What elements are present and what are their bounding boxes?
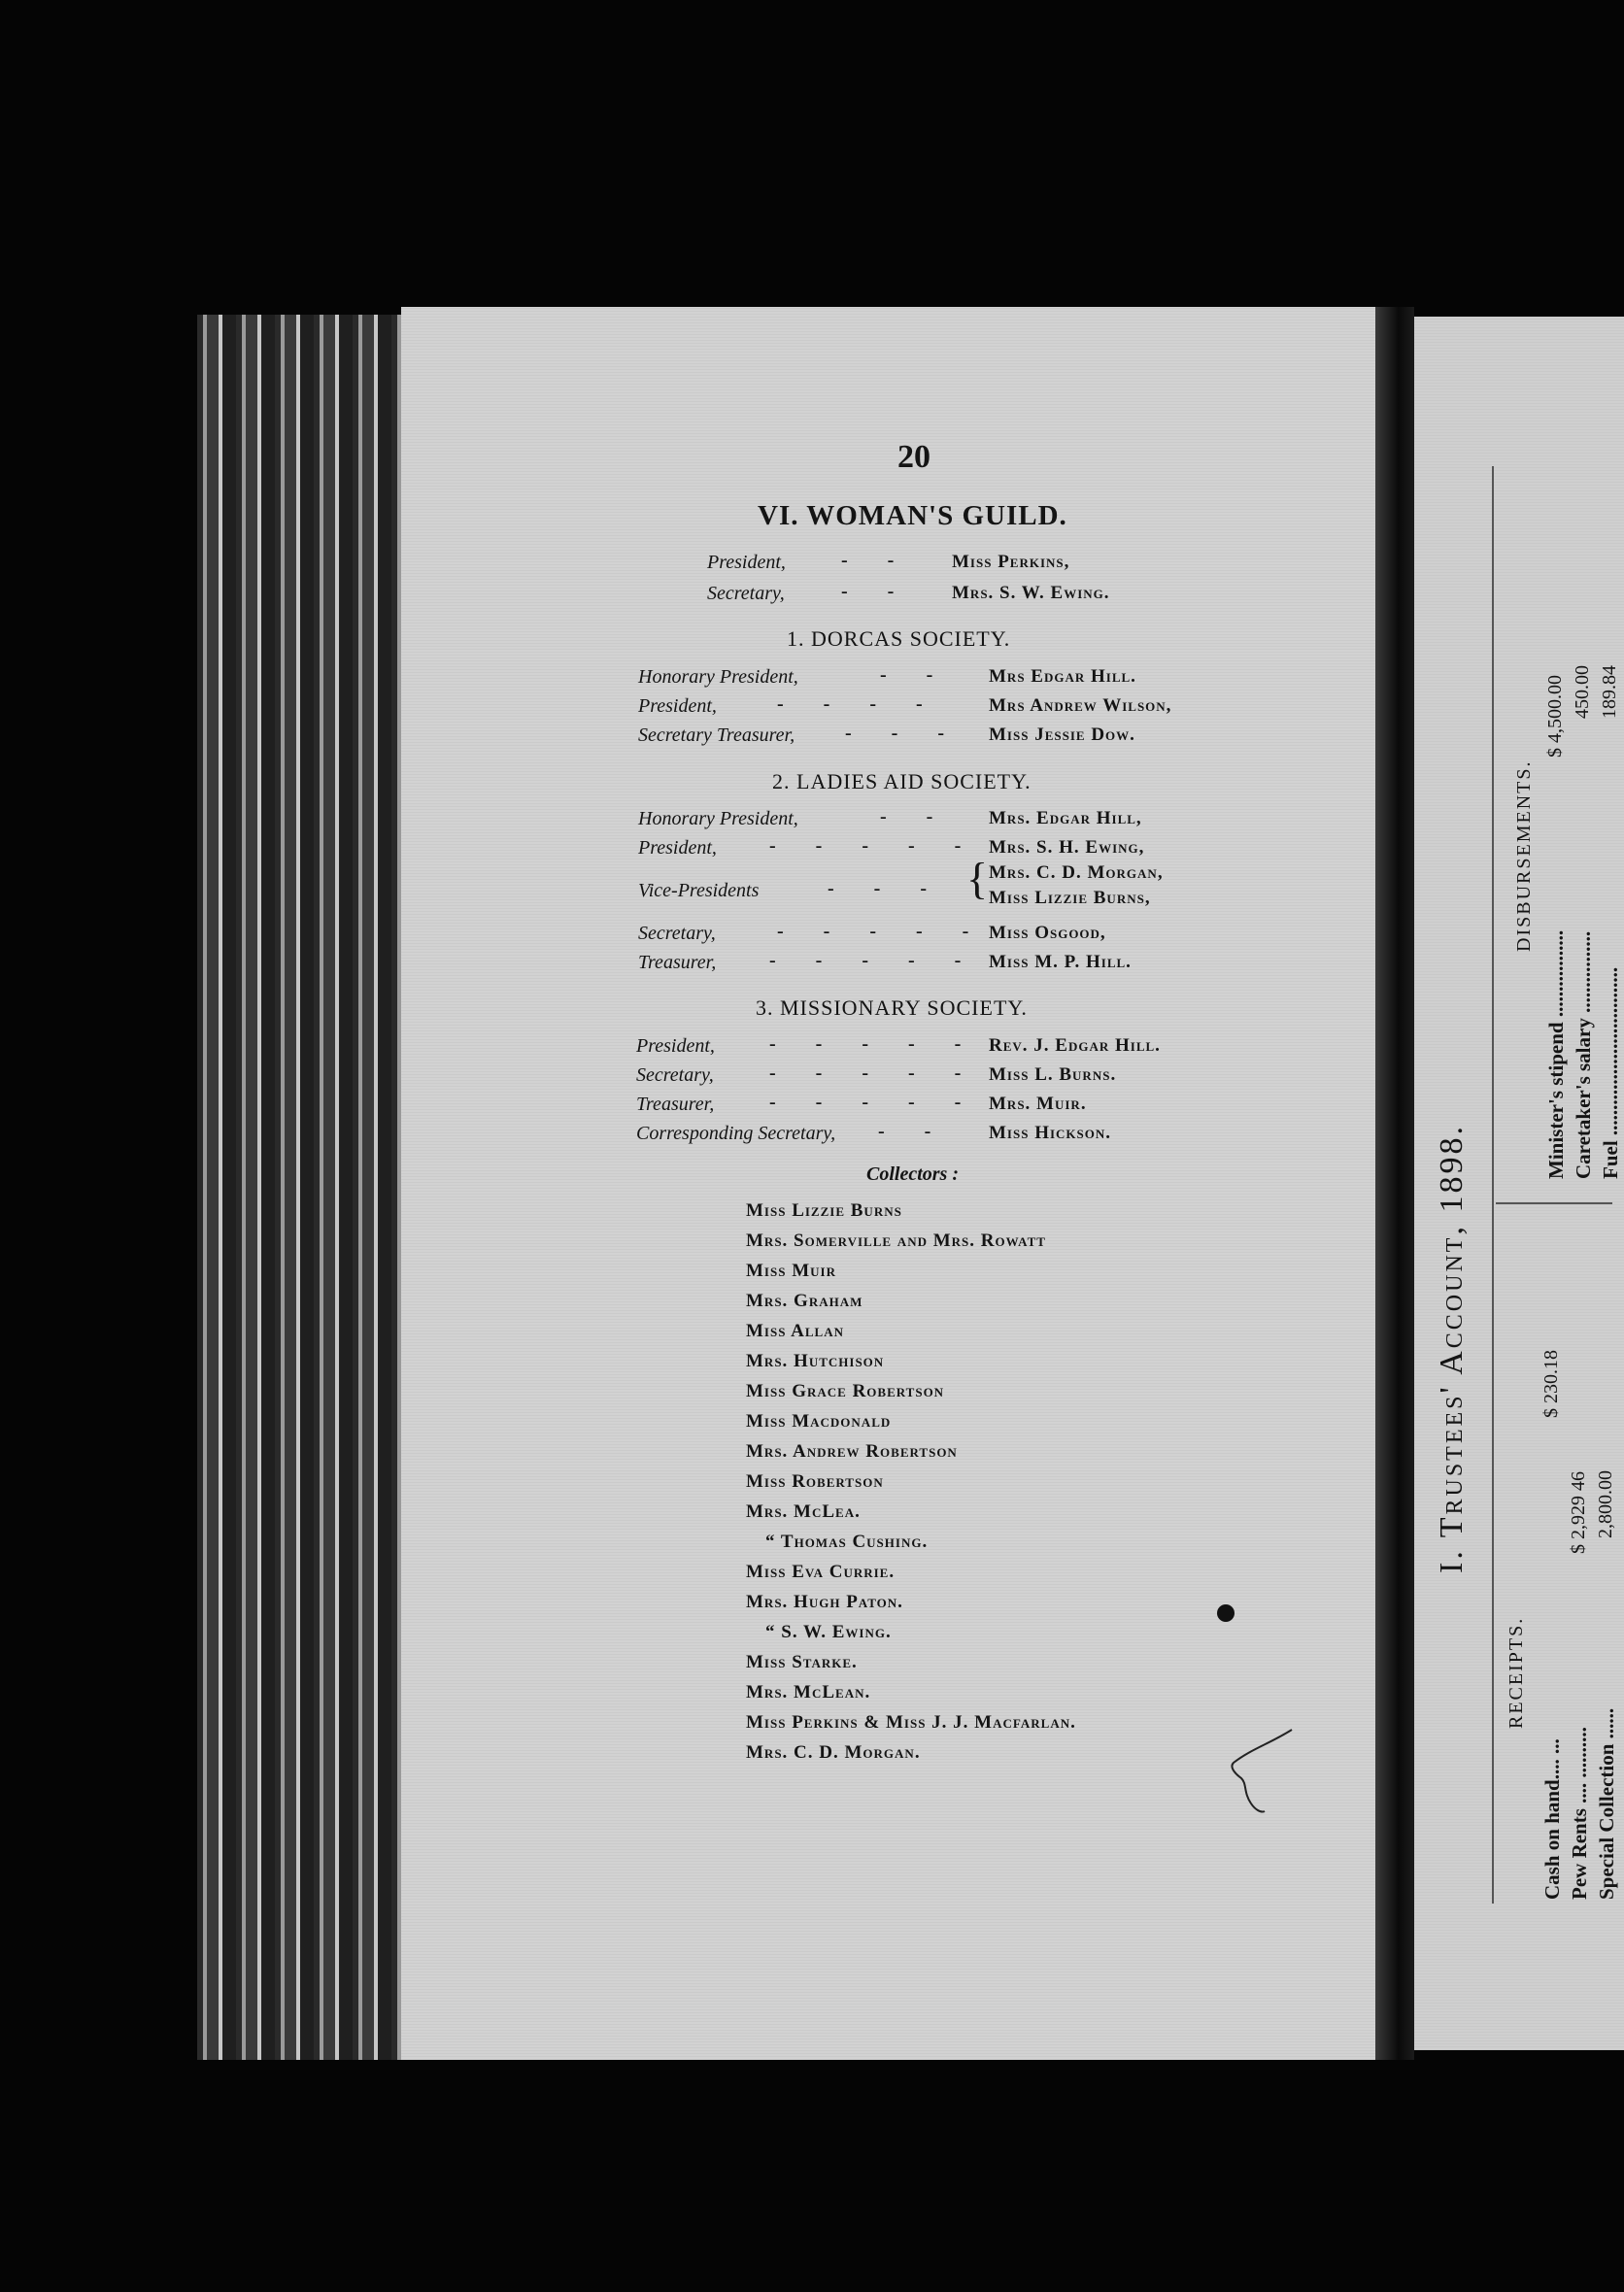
dorcas-dashes: - - - [845, 723, 962, 744]
ladies-aid-role: Honorary President, [638, 808, 798, 829]
page-edges [197, 315, 401, 2060]
missionary-role: Treasurer, [636, 1094, 715, 1115]
ladies-aid-dashes: - - - [828, 878, 944, 899]
guild-role-secretary: Secretary, [707, 583, 785, 604]
collector-name: Miss Allan [746, 1321, 844, 1341]
receipt-label: Special Collection ...... [1595, 1707, 1618, 1900]
receipt-label: Pew Rents .... .......... [1568, 1727, 1591, 1900]
disbursement-amount: 189.84 [1599, 665, 1620, 719]
receipt-amount: $ 230.18 [1540, 1350, 1562, 1418]
ladies-aid-dashes: - - [880, 806, 951, 827]
dorcas-name: Mrs Andrew Wilson, [989, 695, 1172, 716]
collector-name: Miss Muir [746, 1261, 836, 1281]
receipt-label: Cash on hand.... ... [1540, 1738, 1564, 1900]
dorcas-heading: 1. DORCAS SOCIETY. [787, 626, 1011, 651]
disbursement-label: Caretaker's salary ................ [1572, 930, 1595, 1179]
missionary-name: Rev. J. Edgar Hill. [989, 1035, 1161, 1056]
collector-name: “ S. W. Ewing. [765, 1622, 892, 1642]
section-title: VI. WOMAN'S GUILD. [758, 500, 1067, 531]
ladies-aid-dashes: - - - - - [769, 950, 979, 971]
dorcas-dashes: - - - - [777, 693, 940, 715]
collector-name: Mrs. Hutchison [746, 1351, 885, 1371]
ladies-aid-role: President, [638, 837, 717, 859]
missionary-name: Miss Hickson. [989, 1123, 1112, 1143]
ladies-aid-name: Miss Lizzie Burns, [989, 888, 1151, 908]
column-divider [1496, 1202, 1612, 1204]
dorcas-role: President, [638, 695, 717, 717]
collector-name: Miss Starke. [746, 1652, 858, 1672]
ladies-aid-name: Miss M. P. Hill. [989, 952, 1132, 972]
collector-name: Mrs. McLea. [746, 1501, 861, 1522]
collector-name: Mrs. Graham [746, 1291, 863, 1311]
missionary-dashes: - - - - - [769, 1062, 979, 1084]
missionary-heading: 3. MISSIONARY SOCIETY. [756, 995, 1028, 1020]
collector-name: Mrs. McLean. [746, 1682, 871, 1702]
page-number: 20 [897, 439, 930, 475]
pencil-mark [1222, 1724, 1300, 1821]
dorcas-dashes: - - [880, 664, 951, 686]
dorcas-name: Miss Jessie Dow. [989, 725, 1135, 745]
ladies-aid-role: Vice-Presidents [638, 880, 760, 901]
dorcas-role: Honorary President, [638, 666, 798, 688]
collector-name: Miss Lizzie Burns [746, 1200, 902, 1221]
missionary-dashes: - - - - - [769, 1092, 979, 1113]
collectors-title: Collectors : [866, 1163, 959, 1185]
collector-name: “ Thomas Cushing. [765, 1532, 929, 1552]
missionary-name: Miss L. Burns. [989, 1064, 1117, 1085]
guild-name-president: Miss Perkins, [952, 552, 1070, 572]
ladies-aid-name: Mrs. C. D. Morgan, [989, 862, 1164, 883]
collector-name: Miss Macdonald [746, 1411, 892, 1432]
missionary-role: President, [636, 1035, 715, 1057]
missionary-dashes: - - [878, 1121, 949, 1142]
brace-glyph: { [966, 854, 989, 903]
guild-name-secretary: Mrs. S. W. Ewing. [952, 583, 1110, 603]
collector-name: Miss Eva Currie. [746, 1562, 896, 1582]
guild-dashes: - - [841, 550, 912, 571]
disbursements-heading: DISBURSEMENTS. [1513, 759, 1535, 952]
receipt-amount: 2,800.00 [1595, 1470, 1616, 1538]
collector-name: Mrs. C. D. Morgan. [746, 1742, 921, 1763]
disbursement-label: Fuel ................................. [1599, 966, 1622, 1179]
collector-name: Mrs. Andrew Robertson [746, 1441, 958, 1462]
ladies-aid-role: Treasurer, [638, 952, 717, 973]
missionary-name: Mrs. Muir. [989, 1094, 1087, 1114]
missionary-role: Corresponding Secretary, [636, 1123, 836, 1144]
disbursement-amount: $ 4,500.00 [1544, 675, 1566, 758]
receipts-heading: RECEIPTS. [1506, 1616, 1527, 1729]
ladies-aid-role: Secretary, [638, 923, 716, 944]
header-rule [1492, 466, 1494, 1904]
ladies-aid-name: Mrs. Edgar Hill, [989, 808, 1142, 828]
ladies-aid-dashes: - - - - - [769, 835, 979, 857]
collector-name: Mrs. Somerville and Mrs. Rowatt [746, 1230, 1046, 1251]
book-gutter [1375, 307, 1414, 2060]
missionary-role: Secretary, [636, 1064, 714, 1086]
ladies-aid-name: Miss Osgood, [989, 923, 1106, 943]
collector-name: Mrs. Hugh Paton. [746, 1592, 903, 1612]
trustees-account-title: I. Trustees' Account, 1898. [1434, 1124, 1470, 1573]
missionary-dashes: - - - - - [769, 1033, 979, 1055]
collector-name: Miss Grace Robertson [746, 1381, 945, 1401]
ink-spot [1217, 1604, 1235, 1622]
facing-page-rotated [1428, 466, 1622, 1904]
receipt-amount: $ 2,929 46 [1568, 1471, 1589, 1554]
ladies-aid-name: Mrs. S. H. Ewing, [989, 837, 1145, 858]
guild-role-president: President, [707, 552, 786, 573]
ladies-aid-heading: 2. LADIES AID SOCIETY. [772, 769, 1032, 793]
dorcas-name: Mrs Edgar Hill. [989, 666, 1136, 687]
guild-dashes: - - [841, 581, 912, 602]
collector-name: Miss Perkins & Miss J. J. Macfarlan. [746, 1712, 1076, 1733]
ladies-aid-dashes: - - - - - [777, 921, 987, 942]
disbursement-amount: 450.00 [1572, 665, 1593, 719]
disbursement-label: Minister's stipend ................. [1544, 929, 1568, 1179]
dorcas-role: Secretary Treasurer, [638, 725, 795, 746]
collector-name: Miss Robertson [746, 1471, 884, 1492]
